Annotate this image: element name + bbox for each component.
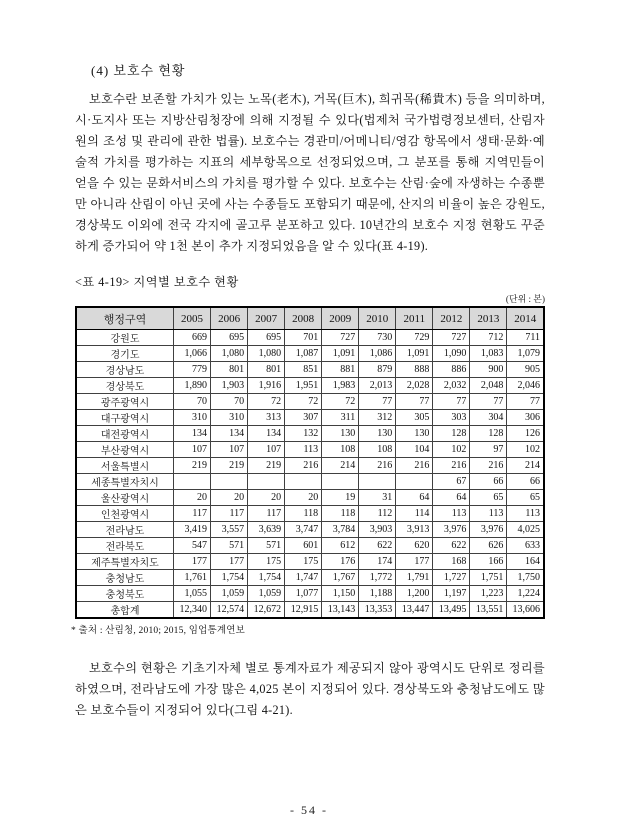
value-cell: 1,091 <box>322 346 359 362</box>
value-cell: 1,754 <box>211 570 248 586</box>
value-cell: 3,747 <box>285 522 322 538</box>
region-name-cell: 제주특별자치도 <box>76 554 174 570</box>
value-cell: 1,080 <box>211 346 248 362</box>
value-cell <box>174 474 211 490</box>
value-cell: 97 <box>470 442 507 458</box>
value-cell: 1,223 <box>470 586 507 602</box>
region-name-cell: 충청남도 <box>76 570 174 586</box>
table-unit-label: (단위 : 본) <box>505 294 545 304</box>
value-cell: 216 <box>285 458 322 474</box>
section-heading: (4) 보호수 현황 <box>91 63 186 78</box>
value-cell: 3,976 <box>470 522 507 538</box>
value-cell: 107 <box>248 442 285 458</box>
table-row <box>76 442 544 458</box>
table-row <box>76 490 544 506</box>
value-cell: 166 <box>470 554 507 570</box>
value-cell: 70 <box>211 394 248 410</box>
value-cell: 114 <box>396 506 433 522</box>
value-cell: 219 <box>174 458 211 474</box>
value-cell: 64 <box>433 490 470 506</box>
value-cell: 712 <box>470 330 507 346</box>
column-header-year: 2008 <box>285 307 322 330</box>
value-cell: 305 <box>396 410 433 426</box>
value-cell: 77 <box>396 394 433 410</box>
value-cell: 1,224 <box>507 586 544 602</box>
value-cell: 20 <box>285 490 322 506</box>
value-cell: 1,055 <box>174 586 211 602</box>
column-header-year: 2010 <box>359 307 396 330</box>
value-cell: 1,197 <box>433 586 470 602</box>
value-cell: 70 <box>174 394 211 410</box>
column-header-year: 2012 <box>433 307 470 330</box>
value-cell: 13,495 <box>433 602 470 619</box>
value-cell: 19 <box>322 490 359 506</box>
body-paragraph-2: 보호수의 현황은 기초기자체 별로 통계자료가 제공되지 않아 광역시도 단위로 정리를 하였으며, 전라남도에 가장 많은 4,025 본이 지정되어 있다. 경상북도와 충청남도에도 많은 보호수들이 지정되어 있다(그림 4-21). <box>75 661 545 717</box>
value-cell: 214 <box>322 458 359 474</box>
value-cell: 879 <box>359 362 396 378</box>
value-cell: 219 <box>248 458 285 474</box>
table-caption: <표 4-19> 지역별 보호수 현황 <box>75 275 239 289</box>
table-row <box>76 346 544 362</box>
value-cell: 13,447 <box>396 602 433 619</box>
table-row <box>76 538 544 554</box>
value-cell: 312 <box>359 410 396 426</box>
value-cell: 108 <box>322 442 359 458</box>
value-cell: 2,048 <box>470 378 507 394</box>
value-cell: 695 <box>211 330 248 346</box>
value-cell: 176 <box>322 554 359 570</box>
value-cell <box>396 474 433 490</box>
value-cell: 2,032 <box>433 378 470 394</box>
value-cell: 130 <box>322 426 359 442</box>
value-cell: 2,013 <box>359 378 396 394</box>
value-cell: 851 <box>285 362 322 378</box>
region-name-cell: 전라북도 <box>76 538 174 554</box>
value-cell: 779 <box>174 362 211 378</box>
value-cell: 669 <box>174 330 211 346</box>
value-cell: 1,080 <box>248 346 285 362</box>
value-cell <box>285 474 322 490</box>
value-cell: 1,079 <box>507 346 544 362</box>
column-header-year: 2009 <box>322 307 359 330</box>
value-cell: 1,066 <box>174 346 211 362</box>
region-name-cell: 인천광역시 <box>76 506 174 522</box>
column-header-region: 행정구역 <box>76 307 174 330</box>
value-cell: 104 <box>396 442 433 458</box>
page-number: - 54 - <box>290 803 328 817</box>
column-header-year: 2013 <box>470 307 507 330</box>
value-cell: 72 <box>285 394 322 410</box>
value-cell: 12,340 <box>174 602 211 619</box>
value-cell: 134 <box>174 426 211 442</box>
value-cell: 711 <box>507 330 544 346</box>
value-cell: 12,574 <box>211 602 248 619</box>
value-cell: 134 <box>211 426 248 442</box>
table-row <box>76 394 544 410</box>
region-name-cell: 울산광역시 <box>76 490 174 506</box>
value-cell: 3,784 <box>322 522 359 538</box>
column-header-year: 2005 <box>174 307 211 330</box>
value-cell: 1,761 <box>174 570 211 586</box>
value-cell: 12,672 <box>248 602 285 619</box>
value-cell: 622 <box>359 538 396 554</box>
value-cell: 727 <box>433 330 470 346</box>
table-row <box>76 474 544 490</box>
value-cell: 130 <box>396 426 433 442</box>
value-cell: 1,772 <box>359 570 396 586</box>
value-cell: 64 <box>396 490 433 506</box>
value-cell: 311 <box>322 410 359 426</box>
value-cell: 65 <box>470 490 507 506</box>
value-cell: 66 <box>507 474 544 490</box>
value-cell: 313 <box>248 410 285 426</box>
value-cell: 214 <box>507 458 544 474</box>
value-cell: 1,751 <box>470 570 507 586</box>
region-name-cell: 경상남도 <box>76 362 174 378</box>
value-cell: 3,557 <box>211 522 248 538</box>
value-cell: 4,025 <box>507 522 544 538</box>
value-cell: 306 <box>507 410 544 426</box>
value-cell: 67 <box>433 474 470 490</box>
table-row-total <box>76 602 544 619</box>
value-cell <box>322 474 359 490</box>
region-name-cell: 대전광역시 <box>76 426 174 442</box>
value-cell: 77 <box>507 394 544 410</box>
value-cell: 2,028 <box>396 378 433 394</box>
table-source-footnote: * 출처 : 산림청, 2010; 2015, 임업통계연보 <box>71 626 245 636</box>
value-cell: 1,750 <box>507 570 544 586</box>
region-name-cell: 서울특별시 <box>76 458 174 474</box>
value-cell: 1,767 <box>322 570 359 586</box>
value-cell: 3,419 <box>174 522 211 538</box>
value-cell: 117 <box>248 506 285 522</box>
table-row <box>76 586 544 602</box>
value-cell: 113 <box>470 506 507 522</box>
value-cell: 1,091 <box>396 346 433 362</box>
value-cell: 175 <box>285 554 322 570</box>
value-cell: 905 <box>507 362 544 378</box>
value-cell: 216 <box>359 458 396 474</box>
value-cell: 1,754 <box>248 570 285 586</box>
region-name-cell: 충청북도 <box>76 586 174 602</box>
value-cell: 102 <box>433 442 470 458</box>
value-cell: 881 <box>322 362 359 378</box>
value-cell: 612 <box>322 538 359 554</box>
value-cell: 128 <box>433 426 470 442</box>
value-cell: 107 <box>211 442 248 458</box>
value-cell: 117 <box>174 506 211 522</box>
value-cell: 307 <box>285 410 322 426</box>
value-cell <box>211 474 248 490</box>
value-cell: 66 <box>470 474 507 490</box>
value-cell: 175 <box>248 554 285 570</box>
value-cell: 132 <box>285 426 322 442</box>
region-name-cell: 부산광역시 <box>76 442 174 458</box>
value-cell: 134 <box>248 426 285 442</box>
value-cell: 77 <box>433 394 470 410</box>
value-cell: 3,913 <box>396 522 433 538</box>
value-cell: 128 <box>470 426 507 442</box>
value-cell: 571 <box>248 538 285 554</box>
value-cell: 1,903 <box>211 378 248 394</box>
value-cell: 730 <box>359 330 396 346</box>
value-cell: 886 <box>433 362 470 378</box>
value-cell: 601 <box>285 538 322 554</box>
value-cell: 571 <box>211 538 248 554</box>
table-row <box>76 426 544 442</box>
body-paragraph-1: 보호수란 보존할 가치가 있는 노목(老木), 거목(巨木), 희귀목(稀貴木) 등을 의미하며, 시·도지사 또는 지방산림청장에 의해 지정될 수 있다(법제처 국가법령정보센터, 산림자원의 조성 및 관리에 관한 법률). 보호수는 경관미/어메니티/영감 항목에서 생태·문화·예술적 가치를 평가하는 지표의 세부항목으로 선정되었으며, 그 분포를 통해 지역민들이 얻을 수 있는 문화서비스의 가치를 평가할 수 있다. 보호수는 산림·숲에 자생하는 수종뿐만 아니라 산림이 아닌 곳에 사는 수종들도 포함되기 때문에, 산지의 비율이 높은 강원도, 경상북도 이외에 전국 각지에 골고루 분포하고 있다. 10년간의 보호수 지정 현황도 꾸준하게 증가되어 약 1천 본이 추가 지정되었음을 알 수 있다(표 4-19). <box>75 92 545 253</box>
table-row <box>76 570 544 586</box>
value-cell: 547 <box>174 538 211 554</box>
table-row <box>76 362 544 378</box>
value-cell: 164 <box>507 554 544 570</box>
value-cell: 310 <box>211 410 248 426</box>
value-cell: 3,639 <box>248 522 285 538</box>
value-cell: 13,143 <box>322 602 359 619</box>
value-cell: 177 <box>174 554 211 570</box>
value-cell: 216 <box>470 458 507 474</box>
value-cell: 1,150 <box>322 586 359 602</box>
value-cell: 216 <box>433 458 470 474</box>
value-cell: 108 <box>359 442 396 458</box>
table-row <box>76 522 544 538</box>
value-cell: 72 <box>248 394 285 410</box>
value-cell: 1,727 <box>433 570 470 586</box>
value-cell: 727 <box>322 330 359 346</box>
value-cell: 888 <box>396 362 433 378</box>
column-header-year: 2007 <box>248 307 285 330</box>
table-header <box>76 307 544 330</box>
value-cell: 1,087 <box>285 346 322 362</box>
table-row <box>76 458 544 474</box>
value-cell: 1,200 <box>396 586 433 602</box>
value-cell: 113 <box>285 442 322 458</box>
value-cell: 1,983 <box>322 378 359 394</box>
value-cell: 1,188 <box>359 586 396 602</box>
region-name-cell: 강원도 <box>76 330 174 346</box>
value-cell: 113 <box>433 506 470 522</box>
region-name-cell: 경기도 <box>76 346 174 362</box>
region-name-cell: 대구광역시 <box>76 410 174 426</box>
region-name-cell: 경상북도 <box>76 378 174 394</box>
value-cell: 801 <box>211 362 248 378</box>
value-cell: 13,606 <box>507 602 544 619</box>
value-cell: 174 <box>359 554 396 570</box>
column-header-year: 2014 <box>507 307 544 330</box>
value-cell: 1,916 <box>248 378 285 394</box>
value-cell: 31 <box>359 490 396 506</box>
value-cell: 219 <box>211 458 248 474</box>
value-cell: 216 <box>396 458 433 474</box>
value-cell: 12,915 <box>285 602 322 619</box>
value-cell: 303 <box>433 410 470 426</box>
value-cell: 801 <box>248 362 285 378</box>
value-cell: 701 <box>285 330 322 346</box>
value-cell: 3,976 <box>433 522 470 538</box>
value-cell: 1,890 <box>174 378 211 394</box>
value-cell: 20 <box>248 490 285 506</box>
value-cell: 118 <box>322 506 359 522</box>
value-cell: 1,059 <box>211 586 248 602</box>
value-cell: 626 <box>470 538 507 554</box>
table-row <box>76 330 544 346</box>
value-cell: 1,791 <box>396 570 433 586</box>
value-cell: 1,077 <box>285 586 322 602</box>
value-cell: 2,046 <box>507 378 544 394</box>
column-header-year: 2006 <box>211 307 248 330</box>
table-row <box>76 410 544 426</box>
value-cell: 65 <box>507 490 544 506</box>
value-cell: 168 <box>433 554 470 570</box>
protected-trees-table <box>75 306 545 619</box>
value-cell: 20 <box>211 490 248 506</box>
table-body <box>76 330 544 619</box>
region-name-cell: 총합계 <box>76 602 174 619</box>
value-cell: 3,903 <box>359 522 396 538</box>
value-cell: 113 <box>507 506 544 522</box>
value-cell: 77 <box>470 394 507 410</box>
value-cell: 126 <box>507 426 544 442</box>
value-cell: 117 <box>211 506 248 522</box>
value-cell: 177 <box>211 554 248 570</box>
value-cell: 1,747 <box>285 570 322 586</box>
value-cell: 729 <box>396 330 433 346</box>
value-cell: 310 <box>174 410 211 426</box>
value-cell: 1,086 <box>359 346 396 362</box>
value-cell: 695 <box>248 330 285 346</box>
value-cell: 13,353 <box>359 602 396 619</box>
column-header-year: 2011 <box>396 307 433 330</box>
value-cell: 900 <box>470 362 507 378</box>
table-header-row <box>76 307 544 330</box>
value-cell: 1,083 <box>470 346 507 362</box>
value-cell <box>248 474 285 490</box>
value-cell: 304 <box>470 410 507 426</box>
region-name-cell: 광주광역시 <box>76 394 174 410</box>
value-cell: 13,551 <box>470 602 507 619</box>
value-cell: 633 <box>507 538 544 554</box>
value-cell: 177 <box>396 554 433 570</box>
value-cell: 130 <box>359 426 396 442</box>
table-row <box>76 378 544 394</box>
value-cell: 112 <box>359 506 396 522</box>
value-cell: 20 <box>174 490 211 506</box>
value-cell: 1,090 <box>433 346 470 362</box>
region-name-cell: 전라남도 <box>76 522 174 538</box>
table-row <box>76 506 544 522</box>
value-cell: 620 <box>396 538 433 554</box>
value-cell: 102 <box>507 442 544 458</box>
value-cell: 118 <box>285 506 322 522</box>
value-cell: 1,951 <box>285 378 322 394</box>
value-cell: 622 <box>433 538 470 554</box>
value-cell: 77 <box>359 394 396 410</box>
value-cell: 107 <box>174 442 211 458</box>
value-cell: 1,059 <box>248 586 285 602</box>
table-row <box>76 554 544 570</box>
value-cell: 72 <box>322 394 359 410</box>
value-cell <box>359 474 396 490</box>
region-name-cell: 세종특별자치시 <box>76 474 174 490</box>
